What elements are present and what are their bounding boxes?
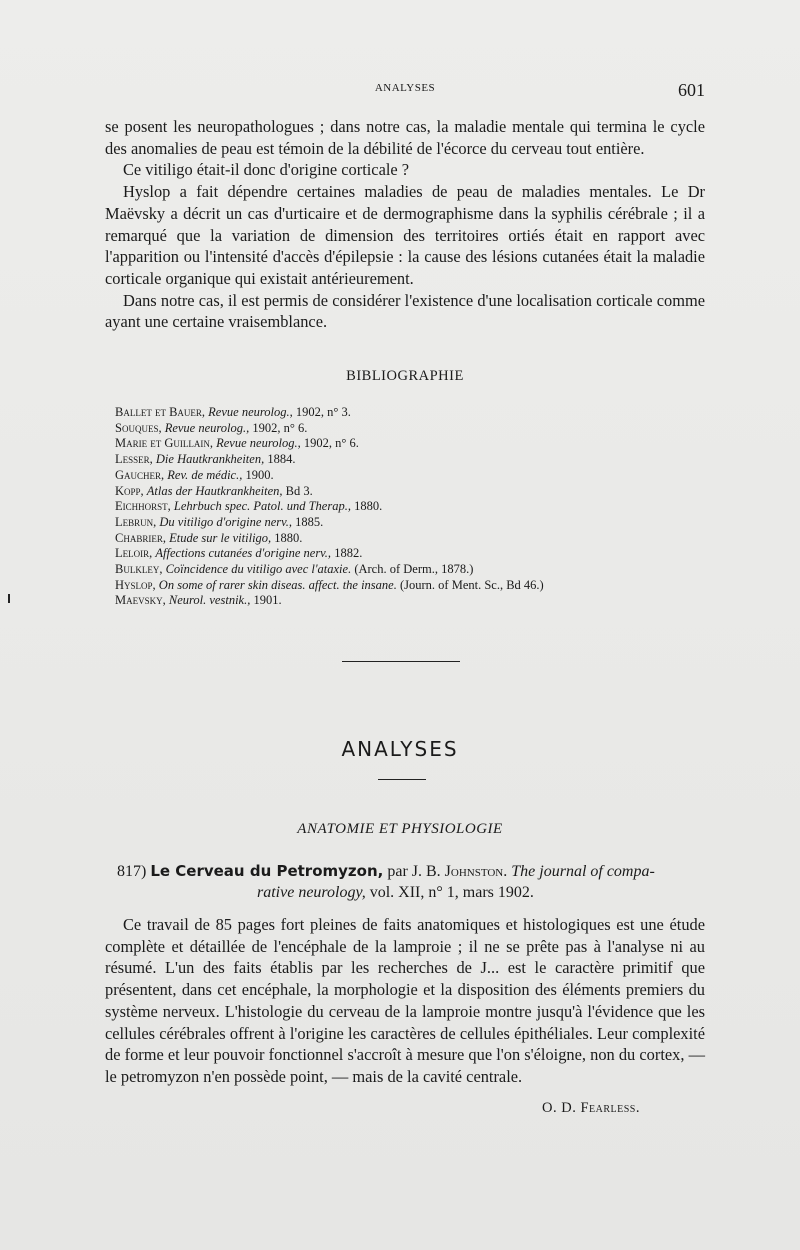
- entry-number: 817): [117, 863, 147, 880]
- paragraph: Ce vitiligo était-il donc d'origine corticale ?: [123, 160, 410, 180]
- bibliography-details: (Arch. of Derm., 1878.): [354, 562, 474, 577]
- signature-name: Fearless.: [580, 1100, 640, 1116]
- paragraph: Hyslop a fait dépendre certaines maladies de peau de maladies mentales. Le Dr Maëvsky a décrit un cas d'urticaire et de dermographisme dans la syphilis cérébrale ; il a remarqué que la variation de dimension des territoires ortiés était en rapport avec l'apparition ou l'intensité d'accès d'épilepsie : la cause des lésions cutanées était la maladie corticale organique qui existait antérieurement.: [105, 182, 705, 288]
- entry-by: par J. B.: [387, 863, 441, 880]
- bibliography-details: 1902, n° 3.: [295, 405, 351, 419]
- signature: [400, 1100, 640, 1117]
- page-header: [105, 80, 705, 102]
- bibliography-author: Eichhorst,: [115, 499, 171, 514]
- bibliography-item: [115, 452, 715, 468]
- bibliography-author: Bulkley,: [115, 562, 163, 577]
- bibliography-work: Neurol. vestnik.,: [168, 593, 251, 608]
- separator-rule: [342, 661, 460, 662]
- bibliography-item: [115, 578, 715, 594]
- bibliography-author: Souques,: [115, 420, 162, 435]
- bibliography-item: [115, 546, 715, 562]
- running-head: ANALYSES: [374, 82, 436, 94]
- entry-author: Johnston.: [444, 863, 508, 880]
- bibliography-item: [115, 531, 715, 547]
- bibliography-details: 1900.: [245, 467, 274, 482]
- bibliography-author: Kopp,: [115, 483, 144, 498]
- analysis-text: [105, 914, 705, 1088]
- paragraph: Ce travail de 85 pages fort pleines de faits anatomiques et histologiques est une étude complète et détaillée de l'encéphale de la lamproie ; il ne se prête pas à l'analyse ni au résumé. L'un des faits établis par les recherches de J... est le caractère primitif que présentent, dans cet encéphale, la morphologie et la disposition des éléments premiers du système nerveux. L'histologie du cerveau de la lamproie montre jusqu'à l'évidence que les cellules cérébrales offrent à l'origine les caractères de cellules épithéliales. Leur complexité de forme et leur pouvoir fonctionnel s'accroît à mesure que l'on s'éloigne, non du cortex, — le petromyzon n'en possède point, — mais de la cavité centrale.: [105, 915, 705, 1086]
- entry-citation: vol. XII, n° 1, mars 1902.: [369, 884, 534, 901]
- bibliography-item: [115, 405, 715, 421]
- bibliography-work: Coïncidence du vitiligo avec l'ataxie.: [165, 562, 352, 577]
- bibliography-work: Lehrbuch spec. Patol. und Therap.,: [173, 499, 351, 514]
- bibliography-author: Ballet et Bauer,: [115, 405, 206, 419]
- bibliography-author: Leloir,: [115, 546, 153, 561]
- bibliography-details: 1880.: [354, 499, 383, 514]
- bibliography-item: [115, 421, 715, 437]
- bibliography-work: Die Hautkrankheiten,: [155, 452, 265, 467]
- bibliography-title: BIBLIOGRAPHIE: [346, 368, 464, 384]
- bibliography-author: Lebrun,: [115, 514, 157, 529]
- bibliography-work: Revue neurolog.,: [164, 420, 250, 435]
- entry-journal: The journal of compa-: [511, 863, 655, 880]
- bibliography-item: [115, 499, 715, 515]
- entry-journal-cont: rative neurology,: [257, 884, 366, 901]
- bibliography-author: Maevsky,: [115, 593, 166, 608]
- bibliography-author: Lesser,: [115, 452, 153, 467]
- bibliography-work: Affections cutanées d'origine nerv.,: [155, 546, 332, 561]
- bibliography-work: Atlas der Hautkrankheiten,: [146, 483, 283, 498]
- bibliography-item: [115, 562, 715, 578]
- bibliography-work: On some of rarer skin diseas. affect. the insane.: [158, 577, 397, 592]
- bibliography-author: Marie et Guillain,: [115, 436, 213, 451]
- bibliography-details: Bd 3.: [285, 483, 313, 498]
- bibliography-work: Etude sur le vitiligo,: [169, 530, 272, 545]
- title-underline: [378, 779, 426, 780]
- bibliography-work: Revue neurolog.,: [216, 436, 301, 451]
- bibliography-details: 1880.: [274, 530, 303, 545]
- bibliography-work: Du vitiligo d'origine nerv.,: [159, 514, 293, 529]
- bibliography-details: 1885.: [295, 514, 324, 529]
- paragraph: se posent les neuropathologues ; dans notre cas, la maladie mentale qui termina le cycle des anomalies de peau est témoin de la débilité de l'écorce du cerveau tout entière.: [105, 117, 705, 158]
- bibliography-details: 1882.: [334, 546, 363, 561]
- analysis-entry-heading: [117, 861, 705, 903]
- bibliography-work: Revue neurolog.,: [208, 405, 293, 419]
- bibliography-details: 1884.: [267, 452, 296, 467]
- bibliography-details: 1902, n° 6.: [303, 436, 359, 451]
- page-number: 601: [678, 80, 705, 100]
- bibliography-item: [115, 436, 715, 452]
- bibliography-item: [115, 484, 715, 500]
- margin-mark: [8, 594, 10, 603]
- bibliography-item: [115, 593, 715, 609]
- section-title: ANALYSES: [341, 737, 459, 761]
- bibliography-item: [115, 468, 715, 484]
- bibliography-author: Gaucher,: [115, 467, 165, 482]
- paragraph: Dans notre cas, il est permis de considérer l'existence d'une localisation corticale comme ayant une certaine vraisemblance.: [105, 290, 705, 332]
- bibliography-item: [115, 515, 715, 531]
- bibliography-details: 1902, n° 6.: [252, 420, 308, 435]
- bibliography-author: Chabrier,: [115, 530, 166, 545]
- bibliography-work: Rev. de médic.,: [167, 467, 243, 482]
- bibliography-list: [115, 405, 715, 609]
- bibliography-details: 1901.: [253, 593, 282, 608]
- section-subtitle: ANATOMIE ET PHYSIOLOGIE: [297, 821, 503, 837]
- signature-initials: O. D.: [542, 1100, 577, 1116]
- bibliography-author: Hyslop,: [115, 577, 156, 592]
- entry-title: Le Cerveau du Petromyzon,: [150, 862, 384, 880]
- bibliography-details: (Journ. of Ment. Sc., Bd 46.): [399, 577, 544, 592]
- intro-text: [105, 116, 705, 333]
